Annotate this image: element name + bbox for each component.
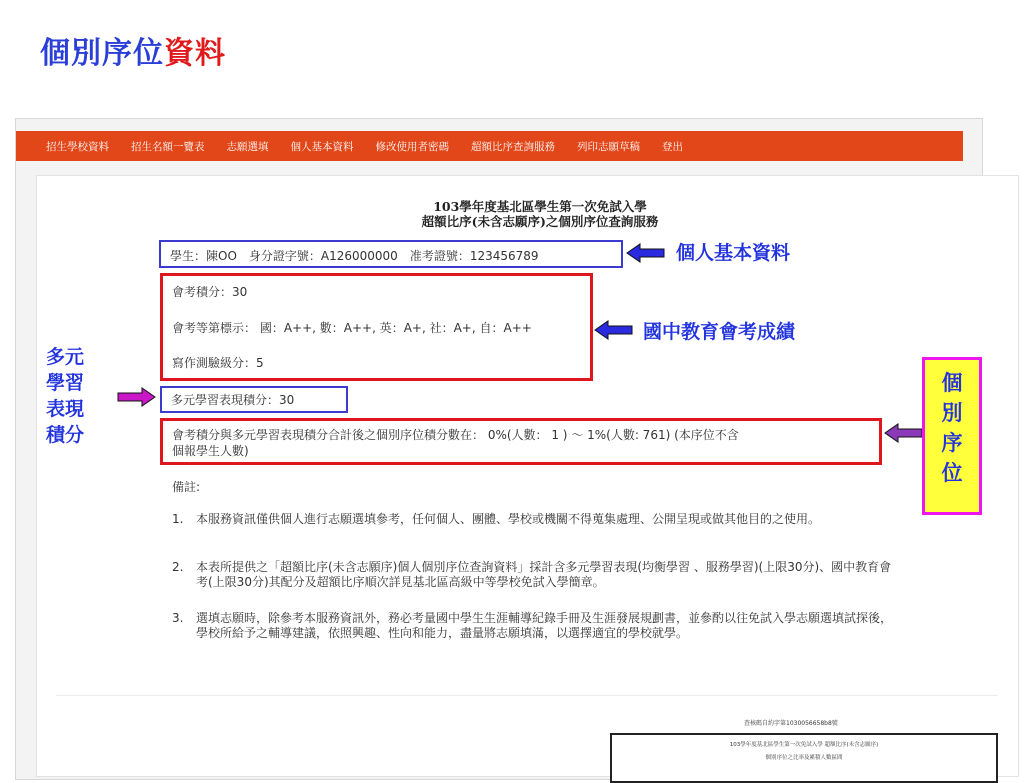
arrow-right-icon	[116, 387, 156, 407]
callout-diverse-line: 學習	[46, 372, 85, 394]
callout-diverse-line: 多元	[46, 346, 85, 368]
nav-item-quota-list[interactable]: 招生名額一覽表	[131, 140, 205, 153]
note-number: 2.	[172, 560, 184, 574]
ranking-line1: 會考積分與多元學習表現積分合計後之個別序位積分數在： 0%(人數： 1 ) ～ 1%(人數: 761) (本序位不含	[172, 428, 739, 442]
slide-title-red: 資料	[164, 36, 226, 71]
callout-individual-ranking	[922, 357, 982, 515]
note-item	[172, 512, 892, 527]
document-title-line2: 超額比序(未含志願序)之個別序位查詢服務	[421, 214, 659, 229]
nav-item-personal-info[interactable]: 個人基本資料	[290, 140, 354, 153]
callout-exam-scores: 國中教育會考成績	[643, 321, 796, 343]
notes-label: 備註:	[172, 480, 201, 494]
slide-title	[40, 28, 226, 72]
verification-code: 查核碼自約字第1030056658b8號	[744, 720, 838, 727]
callout-ranking-char: 個	[941, 371, 963, 395]
writing-score: 寫作測驗級分：5	[172, 356, 264, 370]
nav-bar	[16, 131, 963, 161]
ranking-line2: 個報學生人數)	[172, 444, 249, 458]
note-number: 1.	[172, 512, 184, 526]
slide-title-blue: 個別序位	[40, 36, 164, 71]
callout-diverse-line: 積分	[46, 424, 85, 446]
nav-item-ranking-query[interactable]: 超額比序查詢服務	[471, 140, 555, 153]
nav-item-print-draft[interactable]: 列印志願草稿	[577, 140, 640, 153]
nav-item-change-password[interactable]: 修改使用者密碼	[375, 140, 449, 153]
exam-score: 會考積分：30	[172, 285, 248, 299]
note-text: 本服務資訊僅供個人進行志願選填參考，任何個人、團體、學校或機關不得蒐集處理、公開呈現或做其他目的之使用。	[196, 512, 821, 526]
callout-diverse-learning	[46, 344, 96, 448]
callout-ranking-char: 別	[941, 401, 963, 425]
note-number: 3.	[172, 611, 184, 625]
nav-item-school-info[interactable]: 招生學校資料	[46, 140, 109, 153]
note-item	[172, 560, 892, 590]
diverse-score: 多元學習表現積分：30	[171, 393, 295, 407]
printout-preview	[610, 733, 998, 783]
note-text: 選填志願時，除參考本服務資訊外，務必考量國中學生生涯輔導紀錄手冊及生涯發展規劃書，並參酌以往免試入學志願選填試探後， 學校所給予之輔導建議，依照興趣、性向和能力，盡量將志願填滿，以選擇適宜的學校就學。	[196, 611, 893, 640]
arrow-left-icon	[594, 320, 634, 340]
callout-diverse-line: 表現	[46, 398, 85, 420]
divider	[56, 695, 998, 696]
note-text: 本表所提供之「超額比序(未含志願序)個人個別序位查詢資料」採計含多元學習表現(均衡學習 、服務學習)(上限30分)、國中教育會考(上限30分)其配分及超額比序順次詳見基北區高級中等學校免試入學簡章。	[196, 560, 892, 589]
nav-item-choose-wishes[interactable]: 志願選填	[226, 140, 269, 153]
note-item	[172, 611, 892, 641]
printout-title-line2: 個別序位之比率及累積人數區間	[765, 755, 843, 761]
student-info: 學生：陳OO 身分證字號：A126000000 准考證號：123456789	[170, 249, 539, 263]
printout-title-line1: 103學年度基北區學生第一次免試入學 超額比序(未含志願序)	[729, 742, 879, 748]
callout-ranking-char: 位	[941, 461, 963, 485]
nav-item-logout[interactable]: 登出	[662, 140, 683, 153]
callout-ranking-char: 序	[941, 431, 963, 455]
document-title-line1: 103學年度基北區學生第一次免試入學	[433, 199, 647, 214]
exam-grades: 會考等第標示： 國：A++, 數：A++, 英：A+, 社：A+, 自：A++	[172, 321, 532, 335]
arrow-left-icon	[884, 423, 924, 443]
arrow-left-icon	[626, 243, 666, 263]
callout-personal-info: 個人基本資料	[676, 242, 791, 264]
